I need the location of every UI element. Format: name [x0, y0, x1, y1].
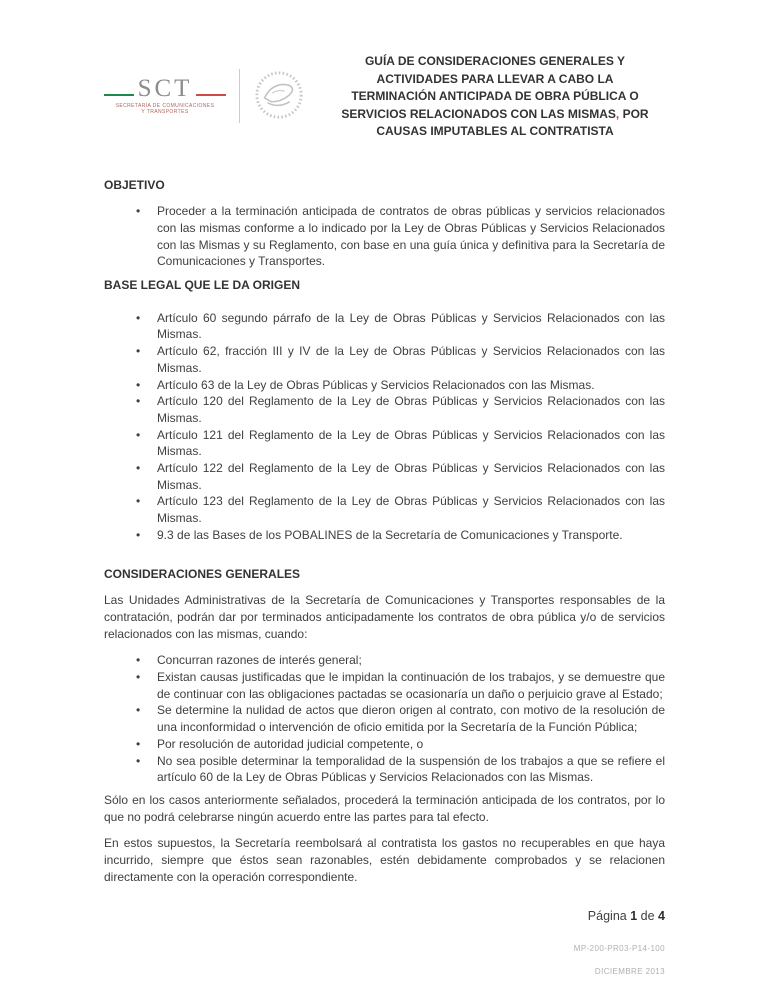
document-code: MP-200-PR03-P14-100	[573, 944, 665, 953]
base-legal-list	[104, 310, 665, 544]
list-item: • Artículo 62, fracción III y IV de la Ley de Obras Públicas y Servicios Relacionados con las Mismas.	[104, 343, 665, 376]
list-item: • Artículo 63 de la Ley de Obras Públicas y Servicios Relacionados con las Mismas.	[104, 377, 665, 394]
logo-caption-line2: Y TRANSPORTES	[141, 109, 189, 115]
title-line: ACTIVIDADES PARA LLEVAR A CABO LA	[376, 71, 614, 86]
heading-objetivo: OBJETIVO	[104, 177, 165, 192]
heading-consideraciones: CONSIDERACIONES GENERALES	[104, 566, 301, 581]
list-item: • No sea posible determinar la temporalidad de la suspensión de los trabajos a que se refiere el artículo 60 de la Ley de Obras Públicas y Servicios Relacionados con las Mismas.	[104, 753, 665, 786]
title-line: TERMINACIÓN ANTICIPADA DE OBRA PÚBLICA O	[351, 89, 639, 103]
list-item: • Concurran razones de interés general;	[104, 652, 665, 669]
logo-red-rule	[196, 94, 226, 96]
list-item: • Artículo 122 del Reglamento de la Ley de Obras Públicas y Servicios Relacionados con las Mismas.	[104, 460, 665, 493]
list-item: • Por resolución de autoridad judicial competente, o	[104, 736, 665, 753]
sct-acronym: SCT	[137, 75, 193, 102]
document-title	[325, 53, 665, 141]
title-line: GUÍA DE CONSIDERACIONES GENERALES Y	[364, 54, 626, 68]
sct-wordmark	[104, 77, 226, 115]
list-item: • Artículo 121 del Reglamento de la Ley de Obras Públicas y Servicios Relacionados con las Mismas.	[104, 427, 665, 460]
list-item: • Artículo 120 del Reglamento de la Ley de Obras Públicas y Servicios Relacionados con las Mismas.	[104, 393, 665, 426]
title-line: CAUSAS IMPUTABLES AL CONTRATISTA	[376, 124, 614, 138]
objetivo-list	[104, 203, 665, 270]
paragraph-supuestos: En estos supuestos, la Secretaría reembolsará al contratista los gastos no recuperables en que haya incurrido, siempre que éstos sean razonables, estén debidamente comprobados y se relacionen directamente con la operación correspondiente.	[104, 836, 665, 884]
list-item: • Existan causas justificadas que le impidan la continuación de los trabajos, y se demuestre que de continuar con las obligaciones pactadas se ocasionaría un daño o perjuicio grave al Estado;	[104, 669, 665, 702]
logo-green-rule	[104, 94, 134, 96]
document-header	[104, 53, 665, 141]
document-date: DICIEMBRE 2013	[594, 967, 665, 976]
mexican-seal-icon	[253, 70, 305, 122]
page-number: Página 1 de 4	[587, 909, 665, 923]
list-item: • Proceder a la terminación anticipada de contratos de obras públicas y servicios relacionados con las mismas conforme a lo indicado por la Ley de Obras Públicas y Servicios Relacionados con las Mismas y su Reglamento, con base en una guía única y definitiva para la Secretaría de Comunicaciones y Transportes.	[104, 203, 665, 270]
list-item: • Artículo 123 del Reglamento de la Ley de Obras Públicas y Servicios Relacionados con las Mismas.	[104, 493, 665, 526]
list-item: • Artículo 60 segundo párrafo de la Ley de Obras Públicas y Servicios Relacionados con las Mismas.	[104, 310, 665, 343]
heading-base-legal: BASE LEGAL QUE LE DA ORIGEN	[104, 278, 301, 293]
paragraph-solo: Sólo en los casos anteriormente señalados, procederá la terminación anticipada de los contratos, por lo que no podrá celebrarse ningún acuerdo entre las partes para tal efecto.	[104, 793, 665, 824]
list-item: • Se determine la nulidad de actos que dieron origen al contrato, con motivo de la resolución de una inconformidad o intervención de oficio emitida por la Secretaría de la Función Pública;	[104, 702, 665, 735]
sct-logo	[104, 69, 305, 123]
consideraciones-intro: Las Unidades Administrativas de la Secretaría de Comunicaciones y Transportes responsables de la contratación, podrán dar por terminados anticipadamente los contratos de obra pública y/o de servicios relacionados con las mismas, cuando:	[104, 593, 665, 641]
logo-caption-line1: SECRETARÍA DE COMUNICACIONES	[115, 103, 215, 109]
title-line: SERVICIOS RELACIONADOS CON LAS MISMAS, POR	[341, 106, 649, 121]
logo-divider	[239, 69, 240, 123]
list-item: • 9.3 de las Bases de los POBALINES de la Secretaría de Comunicaciones y Transporte.	[104, 527, 665, 544]
consideraciones-list	[104, 652, 665, 786]
red-comma: ,	[615, 106, 620, 121]
